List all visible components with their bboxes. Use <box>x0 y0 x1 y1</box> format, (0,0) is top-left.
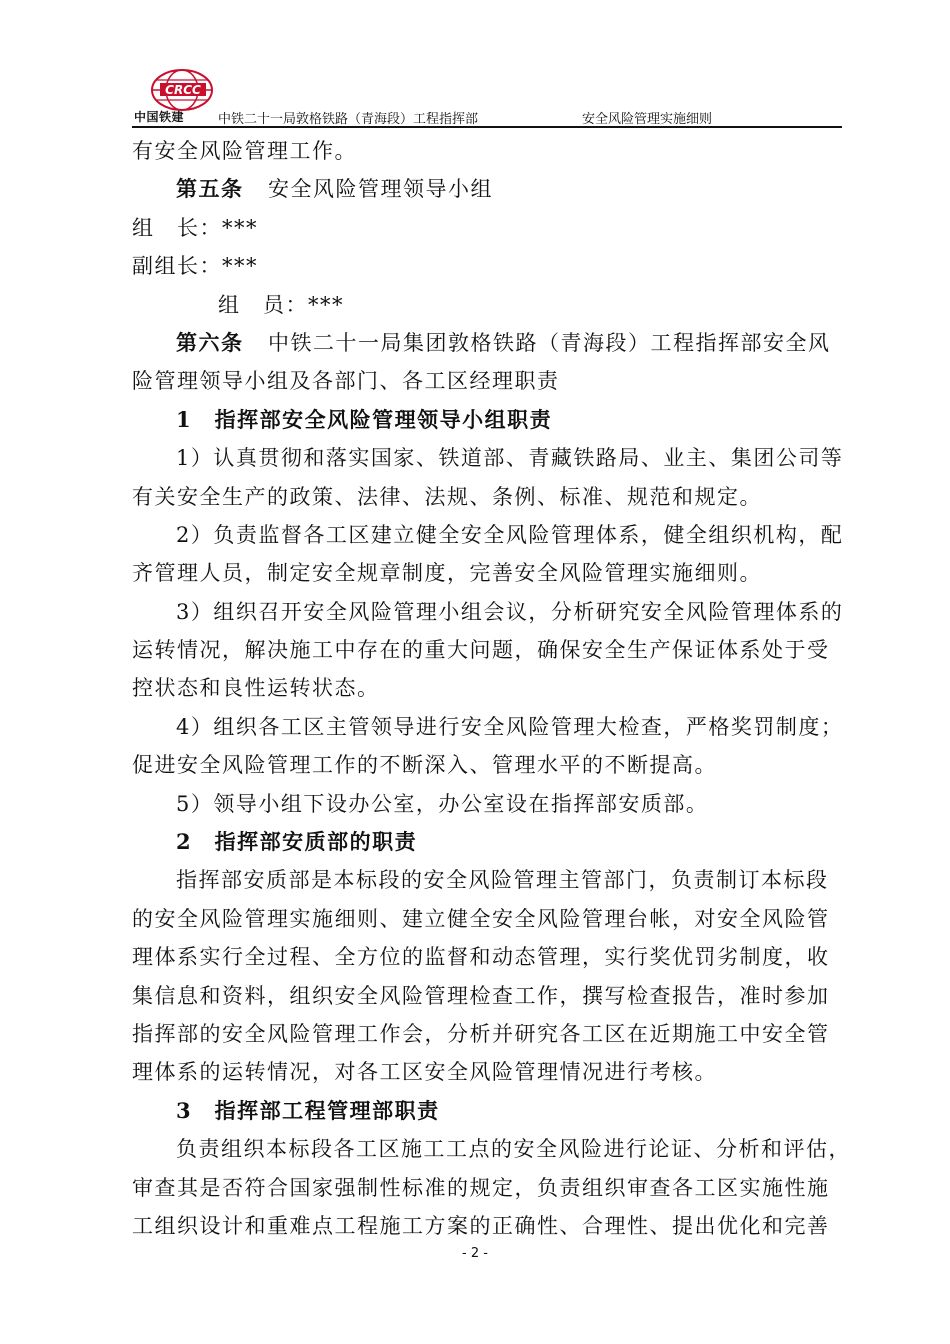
document-body <box>132 132 851 1245</box>
text-line: 1）认真贯彻和落实国家、铁道部、青藏铁路局、业主、集团公司等 <box>176 446 844 471</box>
logo-badge: CRCC <box>165 83 201 97</box>
text-line: 指挥部的安全风险管理工作会，分析并研究各工区在近期施工中安全管 <box>132 1021 830 1046</box>
text-line: 集信息和资料，组织安全风险管理检查工作，撰写检查报告，准时参加 <box>132 983 830 1008</box>
text-line: 的安全风险管理实施细则、建立健全安全风险管理台帐，对安全风险管 <box>132 906 830 931</box>
text-line: 有安全风险管理工作。 <box>132 139 357 163</box>
section-heading: 3 指挥部工程管理部职责 <box>176 1097 440 1123</box>
article-text: 安全风险管理领导小组 <box>268 177 494 202</box>
section-heading: 2 指挥部安质部的职责 <box>176 829 418 855</box>
text-line: 齐管理人员，制定安全规章制度，完善安全风险管理实施细则。 <box>132 561 762 586</box>
text-line: 控状态和良性运转状态。 <box>132 676 380 701</box>
header-doc-title: 安全风险管理实施细则 <box>582 112 713 127</box>
text-line: 理体系的运转情况，对各工区安全风险管理情况进行考核。 <box>132 1060 717 1085</box>
member-line: 组 员：*** <box>218 292 344 317</box>
header-org: 中铁二十一局敦格铁路（青海段）工程指挥部 <box>218 112 479 127</box>
text-line: 审查其是否符合国家强制性标准的规定，负责组织审查各工区实施性施 <box>132 1175 830 1200</box>
text-line: 工组织设计和重难点工程施工方案的正确性、合理性、提出优化和完善 <box>132 1213 830 1238</box>
text-line: 险管理领导小组及各部门、各工区经理职责 <box>132 369 560 394</box>
text-line: 3）组织召开安全风险管理小组会议，分析研究安全风险管理体系的 <box>176 599 844 624</box>
text-line: 负责组织本标段各工区施工工点的安全风险进行论证、分析和评估， <box>176 1137 851 1162</box>
page-header <box>132 64 842 126</box>
article-label: 第五条 <box>176 176 244 202</box>
text-line: 4）组织各工区主管领导进行安全风险管理大检查，严格奖罚制度； <box>176 714 844 739</box>
logo-text: 中国铁建 <box>134 110 185 124</box>
text-line: 5）领导小组下设办公室，办公室设在指挥部安质部。 <box>176 791 709 816</box>
text-line: 运转情况，解决施工中存在的重大问题，确保安全生产保证体系处于受 <box>132 638 830 663</box>
text-line: 2）负责监督各工区建立健全安全风险管理体系，健全组织机构，配 <box>176 522 844 547</box>
article-6 <box>132 324 842 362</box>
leader-line: 组 长：*** <box>132 215 258 240</box>
deputy-line: 副组长：*** <box>132 254 258 279</box>
text-line: 理体系实行全过程、全方位的监督和动态管理，实行奖优罚劣制度，收 <box>132 945 830 970</box>
text-line: 促进安全风险管理工作的不断深入、管理水平的不断提高。 <box>132 753 717 778</box>
page-number: - 2 - <box>462 1246 488 1261</box>
section-heading: 1 指挥部安全风险管理领导小组职责 <box>176 406 553 432</box>
text-line: 有关安全生产的政策、法律、法规、条例、标准、规范和规定。 <box>132 484 762 509</box>
text-line: 指挥部安质部是本标段的安全风险管理主管部门，负责制订本标段 <box>176 868 829 893</box>
article-label: 第六条 <box>176 329 244 355</box>
article-text: 中铁二十一局集团敦格铁路（青海段）工程指挥部安全风 <box>268 330 831 355</box>
header-rule <box>132 126 842 128</box>
article-5 <box>132 170 842 208</box>
